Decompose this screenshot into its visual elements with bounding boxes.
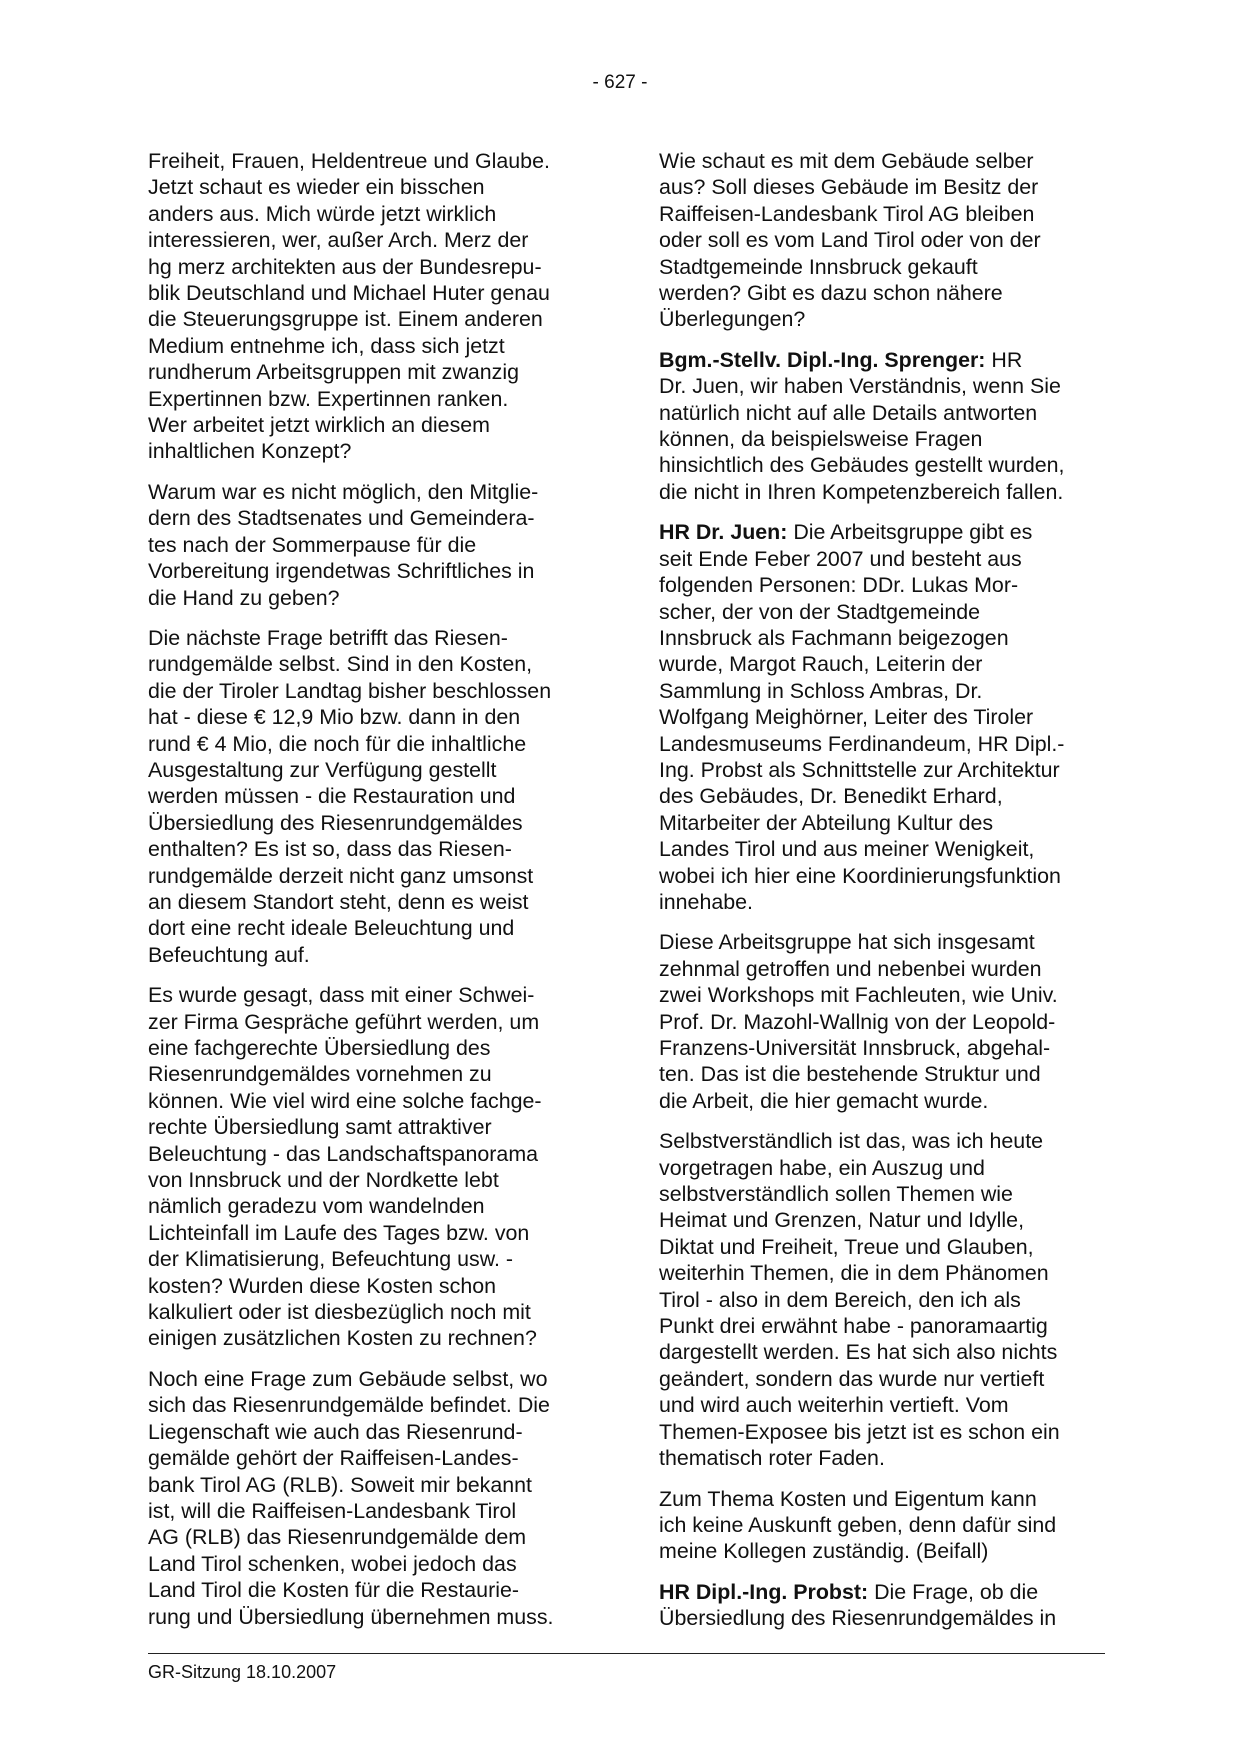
text-line: Mitarbeiter der Abteilung Kultur des (659, 810, 994, 835)
text-line: AG (RLB) das Riesenrundgemälde dem (148, 1525, 527, 1550)
text-line: rundgemälde selbst. Sind in den Kosten, (148, 652, 533, 677)
text-line: Lichteinfall im Laufe des Tages bzw. von (148, 1220, 530, 1245)
text-line: des Gebäudes, Dr. Benedikt Erhard, (659, 784, 1003, 809)
text-line: seit Ende Feber 2007 und besteht aus (659, 546, 1022, 571)
speaker-text: Die Frage, ob die (868, 1579, 1039, 1604)
text-line: Die nächste Frage betrifft das Riesen- (148, 625, 508, 650)
text-line: Übersiedlung des Riesenrundgemäldes (148, 810, 523, 835)
text-line: anders aus. Mich würde jetzt wirklich (148, 201, 497, 226)
text-line: gemälde gehört der Raiffeisen-Landes- (148, 1446, 519, 1471)
text-line: und wird auch weiterhin vertieft. Vom (659, 1393, 1009, 1418)
text-line: zwei Workshops mit Fachleuten, wie Univ. (659, 983, 1058, 1008)
text-line: dargestellt werden. Es hat sich also nichts (659, 1340, 1058, 1365)
text-line: Land Tirol schenken, wobei jedoch das (148, 1551, 517, 1576)
text-line: Beleuchtung - das Landschaftspanorama (148, 1141, 539, 1166)
paragraph (148, 148, 580, 465)
text-line: die nicht in Ihren Kompetenzbereich fallen. (659, 479, 1064, 504)
paragraph (148, 625, 580, 968)
paragraph (659, 929, 1091, 1114)
text-line: blik Deutschland und Michael Huter genau (148, 281, 550, 306)
text-line: Landesmuseums Ferdinandeum, HR Dipl.- (659, 731, 1065, 756)
footer-session-date: GR-Sitzung 18.10.2007 (148, 1662, 337, 1682)
text-line: scher, der von der Stadtgemeinde (659, 599, 981, 624)
text-line: Übersiedlung des Riesenrundgemäldes in (659, 1606, 1057, 1631)
text-line: Selbstverständlich ist das, was ich heute (659, 1129, 1044, 1154)
right-column (659, 148, 1091, 1646)
text-line: rechte Übersiedlung samt attraktiver (148, 1115, 492, 1140)
text-line: Wer arbeitet jetzt wirklich an diesem (148, 413, 490, 438)
text-line: hg merz architekten aus der Bundesrepu- (148, 254, 542, 279)
text-line: Tirol - also in dem Bereich, den ich als (659, 1287, 1021, 1312)
text-line: Landes Tirol und aus meiner Wenigkeit, (659, 837, 1035, 862)
text-line: Prof. Dr. Mazohl-Wallnig von der Leopold- (659, 1009, 1056, 1034)
paragraph (148, 479, 580, 611)
text-line: tes nach der Sommerpause für die (148, 532, 477, 557)
paragraph (659, 1128, 1091, 1471)
text-line: Sammlung in Schloss Ambras, Dr. (659, 678, 983, 703)
text-line: Wie schaut es mit dem Gebäude selber (659, 149, 1034, 173)
page-number: - 627 - (592, 72, 648, 93)
text-line (659, 519, 1091, 545)
text-line: die Steuerungsgruppe ist. Einem anderen (148, 307, 543, 332)
text-line: ten. Das ist die bestehende Struktur und (659, 1062, 1041, 1087)
text-line: rundherum Arbeitsgruppen mit zwanzig (148, 360, 519, 385)
text-line: weiterhin Themen, die in dem Phänomen (659, 1261, 1049, 1286)
text-line (659, 1579, 1091, 1605)
text-line: Warum war es nicht möglich, den Mitglie- (148, 479, 539, 504)
text-line: selbstverständlich sollen Themen wie (659, 1182, 1013, 1207)
text-line: die Hand zu geben? (148, 585, 340, 610)
speaker-name: HR Dipl.-Ing. Probst: (659, 1579, 869, 1604)
speaker-name: HR Dr. Juen: (659, 520, 788, 545)
text-line: thematisch roter Faden. (659, 1446, 885, 1471)
text-line: Ausgestaltung zur Verfügung gestellt (148, 757, 497, 782)
text-line: Zum Thema Kosten und Eigentum kann (659, 1486, 1037, 1511)
text-line: Wolfgang Meighörner, Leiter des Tiroler (659, 705, 1034, 730)
text-line: Franzens-Universität Innsbruck, abgehal- (659, 1036, 1051, 1060)
text-line: an diesem Standort steht, denn es weist (148, 889, 529, 914)
text-line: zehnmal getroffen und nebenbei wurden (659, 956, 1042, 981)
text-line: können, da beispielsweise Fragen (659, 427, 983, 452)
text-line: Liegenschaft wie auch das Riesenrund- (148, 1419, 523, 1444)
text-line: wobei ich hier eine Koordinierungsfunktion (659, 863, 1061, 888)
text-line: rund € 4 Mio, die noch für die inhaltliche (148, 731, 527, 756)
text-line: einigen zusätzlichen Kosten zu rechnen? (148, 1326, 537, 1351)
paragraph (659, 519, 1091, 915)
text-line (659, 347, 1091, 373)
text-line: Es wurde gesagt, dass mit einer Schwei- (148, 983, 535, 1008)
text-line: eine fachgerechte Übersiedlung des (148, 1036, 491, 1060)
text-line: die Arbeit, die hier gemacht wurde. (659, 1088, 989, 1113)
text-line: werden müssen - die Restauration und (148, 784, 516, 809)
text-line: enthalten? Es ist so, dass das Riesen- (148, 837, 512, 862)
text-line: rung und Übersiedlung übernehmen muss. (148, 1604, 554, 1629)
paragraph (659, 1579, 1091, 1632)
text-line: folgenden Personen: DDr. Lukas Mor- (659, 573, 1019, 598)
text-line: dort eine recht ideale Beleuchtung und (148, 916, 515, 941)
text-line: aus? Soll dieses Gebäude im Besitz der (659, 175, 1039, 200)
text-line: sich das Riesenrundgemälde befindet. Die (148, 1393, 550, 1418)
text-line: der Klimatisierung, Befeuchtung usw. - (148, 1247, 514, 1272)
text-line: ist, will die Raiffeisen-Landesbank Tirol (148, 1498, 517, 1523)
text-line: oder soll es vom Land Tirol oder von der (659, 228, 1041, 253)
text-line: Dr. Juen, wir haben Verständnis, wenn Sie (659, 374, 1061, 399)
text-line: von Innsbruck und der Nordkette lebt (148, 1168, 499, 1193)
text-line: kosten? Wurden diese Kosten schon (148, 1273, 497, 1298)
text-line: natürlich nicht auf alle Details antworten (659, 400, 1038, 425)
text-line: können. Wie viel wird eine solche fachge- (148, 1088, 542, 1113)
text-line: meine Kollegen zuständig. (Beifall) (659, 1539, 989, 1564)
text-line: nämlich geradezu vom wandelnden (148, 1194, 485, 1219)
text-line: Expertinnen bzw. Expertinnen ranken. (148, 386, 509, 411)
speaker-text: HR (985, 347, 1023, 372)
text-line: Noch eine Frage zum Gebäude selbst, wo (148, 1366, 548, 1391)
speaker-name: Bgm.-Stellv. Dipl.-Ing. Sprenger: (659, 347, 986, 372)
text-line: werden? Gibt es dazu schon nähere (659, 281, 1003, 306)
text-line: Überlegungen? (659, 307, 806, 332)
text-line: interessieren, wer, außer Arch. Merz der (148, 228, 529, 253)
text-line: inhaltlichen Konzept? (148, 439, 352, 464)
text-line: zer Firma Gespräche geführt werden, um (148, 1009, 540, 1034)
paragraph (148, 982, 580, 1352)
paragraph (659, 347, 1091, 505)
text-line: die der Tiroler Landtag bisher beschlossen (148, 678, 552, 703)
text-line: Punkt drei erwähnt habe - panoramaartig (659, 1314, 1048, 1339)
text-line: Medium entnehme ich, dass sich jetzt (148, 333, 505, 358)
text-line: Vorbereitung irgendetwas Schriftliches in (148, 559, 535, 584)
paragraph (659, 148, 1091, 333)
text-line: Heimat und Grenzen, Natur und Idylle, (659, 1208, 1025, 1233)
text-line: bank Tirol AG (RLB). Soweit mir bekannt (148, 1472, 532, 1497)
text-line: Diese Arbeitsgruppe hat sich insgesamt (659, 930, 1035, 955)
text-line: hat - diese € 12,9 Mio bzw. dann in den (148, 705, 521, 730)
text-line: rundgemälde derzeit nicht ganz umsonst (148, 863, 534, 888)
text-line: hinsichtlich des Gebäudes gestellt wurden, (659, 453, 1065, 478)
text-line: Raiffeisen-Landesbank Tirol AG bleiben (659, 201, 1035, 226)
text-line: Jetzt schaut es wieder ein bisschen (148, 175, 485, 200)
text-line: Freiheit, Frauen, Heldentreue und Glaube. (148, 149, 550, 173)
text-line: Riesenrundgemäldes vornehmen zu (148, 1062, 492, 1087)
text-line: Land Tirol die Kosten für die Restaurie- (148, 1578, 519, 1603)
text-line: Stadtgemeinde Innsbruck gekauft (659, 254, 978, 279)
text-line: Befeuchtung auf. (148, 942, 310, 967)
footer-divider (148, 1653, 1105, 1654)
paragraph (148, 1366, 580, 1630)
text-line: dern des Stadtsenates und Gemeindera- (148, 506, 535, 531)
speaker-text: Die Arbeitsgruppe gibt es (787, 520, 1033, 545)
left-column (148, 148, 580, 1644)
text-line: Innsbruck als Fachmann beigezogen (659, 625, 1009, 650)
text-line: wurde, Margot Rauch, Leiterin der (659, 652, 983, 677)
paragraph (659, 1486, 1091, 1565)
text-line: innehabe. (659, 889, 753, 914)
text-line: Diktat und Freiheit, Treue und Glauben, (659, 1234, 1034, 1259)
text-line: kalkuliert oder ist diesbezüglich noch mit (148, 1300, 531, 1325)
text-line: geändert, sondern das wurde nur vertieft (659, 1366, 1045, 1391)
text-line: Ing. Probst als Schnittstelle zur Architektur (659, 757, 1060, 782)
text-line: vorgetragen habe, ein Auszug und (659, 1155, 985, 1180)
text-line: ich keine Auskunft geben, denn dafür sind (659, 1512, 1057, 1537)
text-line: Themen-Exposee bis jetzt ist es schon ein (659, 1419, 1060, 1444)
